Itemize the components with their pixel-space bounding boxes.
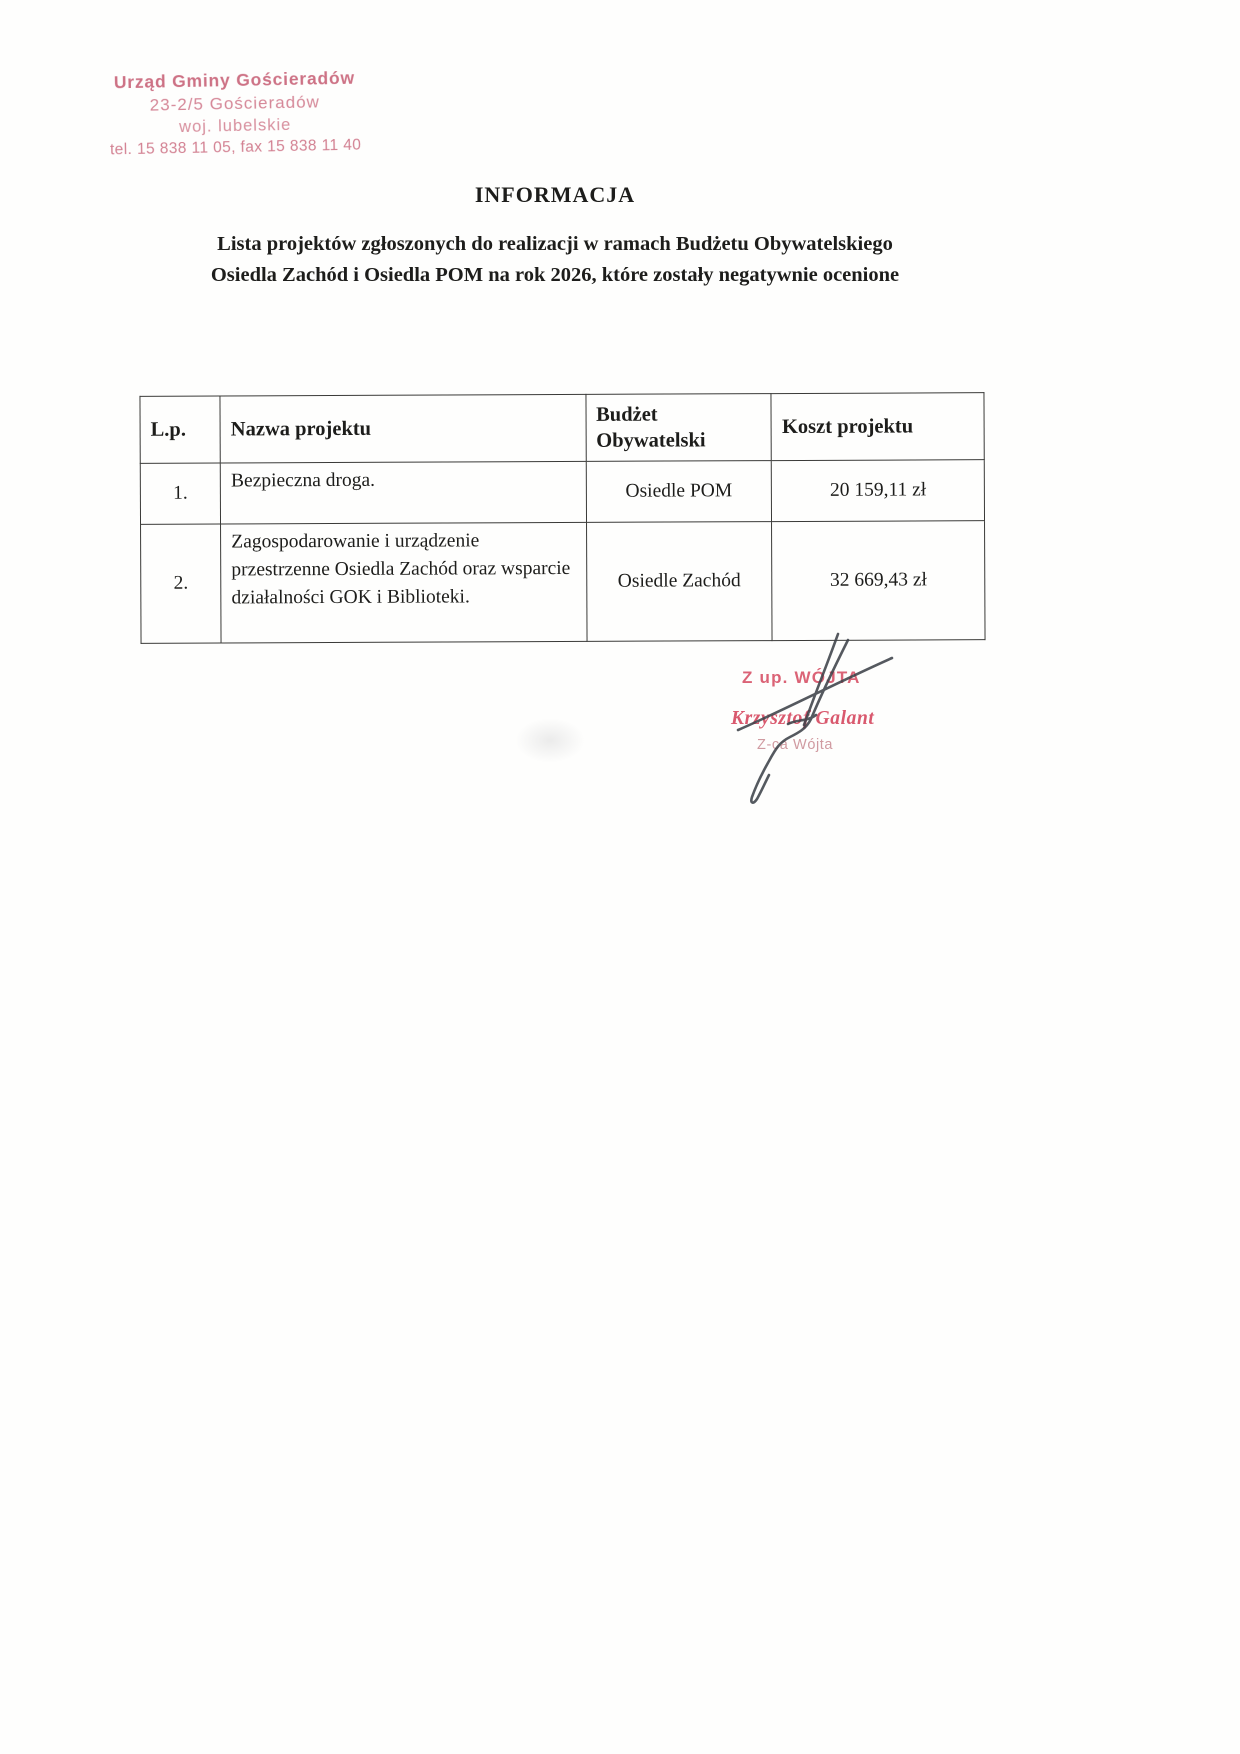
signature-authorization: Z up. WÓJTA: [742, 668, 861, 687]
table-header-row: [140, 393, 984, 464]
document-subtitle: [120, 229, 990, 291]
sender-stamp: [99, 67, 371, 159]
subtitle-line-1: Lista projektów zgłoszonych do realizacji w ramach Budżetu Obywatelskiego: [217, 233, 893, 255]
page-title: INFORMACJA: [474, 182, 636, 207]
row2-lp: 2.: [141, 524, 222, 643]
row1-lp: 1.: [140, 463, 220, 524]
handwritten-signature: [720, 628, 990, 813]
stamp-office-name: Urząd Gminy Gościeradów: [113, 67, 356, 93]
signatory-title: Z-ca Wójta: [757, 737, 834, 753]
row2-cost: 32 669,43 zł: [772, 521, 985, 641]
col-header-budget: Budżet Obywatelski: [586, 394, 772, 462]
stamp-voivodeship: woj. lubelskie: [178, 115, 292, 137]
col-header-name: Nazwa projektu: [220, 394, 586, 463]
stamp-address: 23-2/5 Gościeradów: [149, 92, 321, 115]
projects-table: [139, 392, 985, 644]
signatory-name: Krzysztof Galant: [731, 708, 875, 729]
table-row: [140, 460, 984, 525]
row1-budget: Osiedle POM: [586, 461, 772, 523]
stamp-phone-fax: tel. 15 838 11 05, fax 15 838 11 40: [109, 136, 362, 159]
col-header-lp: L.p.: [140, 396, 220, 463]
row2-budget: Osiedle Zachód: [586, 522, 772, 642]
scan-smudge: [515, 718, 585, 763]
row2-name: Zagospodarowanie i urządzenie przestrzenne Osiedla Zachód oraz wsparcie działalności GOK i Biblioteki.: [221, 522, 587, 643]
table-row: [141, 521, 986, 644]
row1-name: Bezpieczna droga.: [220, 461, 586, 524]
row1-cost: 20 159,11 zł: [772, 460, 985, 522]
col-header-cost: Koszt projektu: [771, 393, 984, 461]
subtitle-line-2: Osiedla Zachód i Osiedla POM na rok 2026, które zostały negatywnie ocenione: [210, 264, 900, 286]
